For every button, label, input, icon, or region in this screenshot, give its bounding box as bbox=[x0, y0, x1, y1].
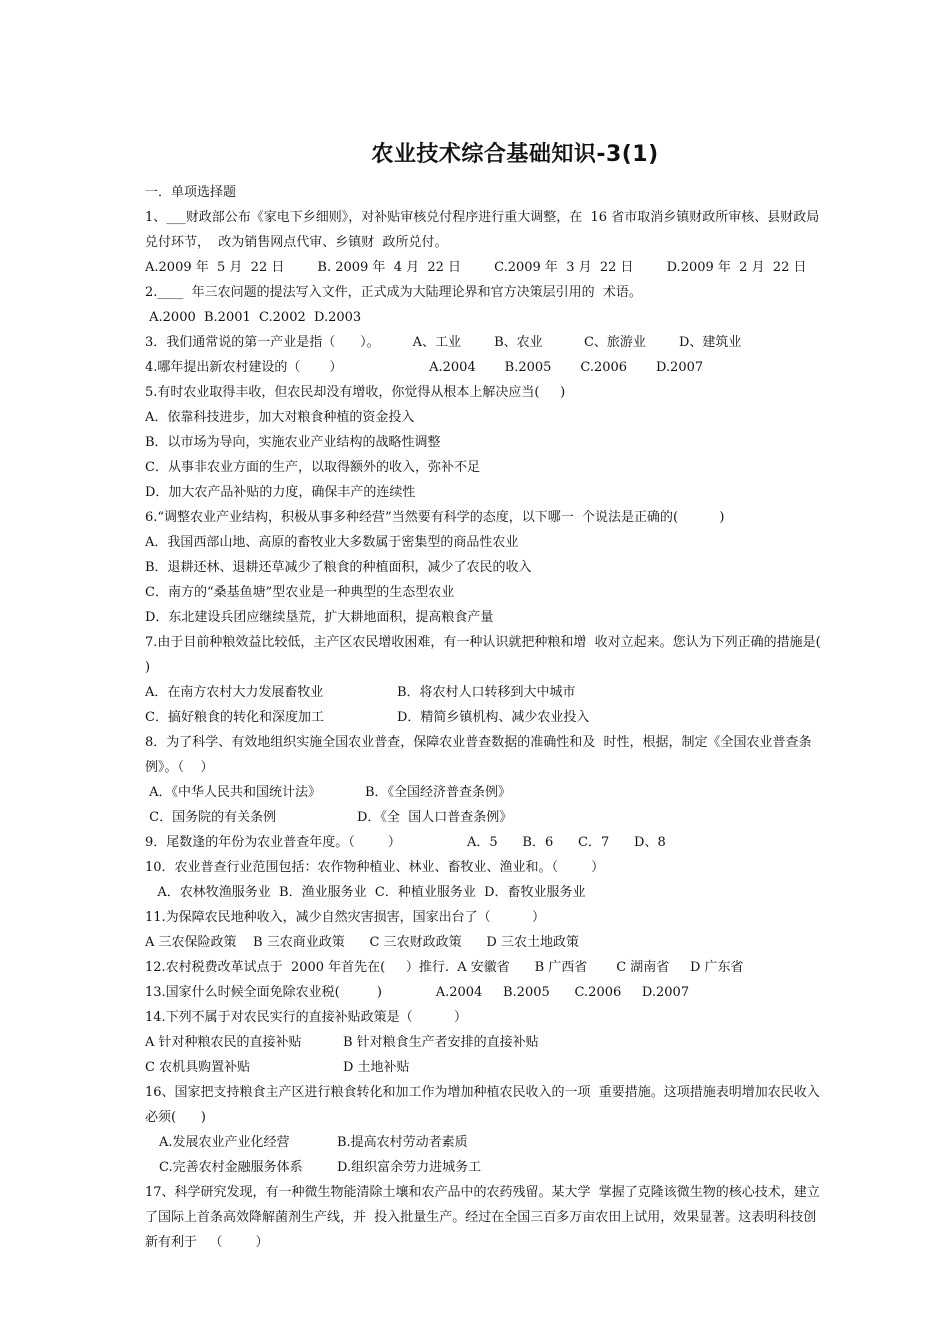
question-16-option-a: A.发展农业产业化经营 bbox=[159, 1135, 290, 1150]
section-heading: 一．单项选择题 bbox=[145, 185, 237, 200]
question-16-option-c: C.完善农村金融服务体系 bbox=[159, 1160, 303, 1175]
question-7-line-1: 7.由于目前种粮效益比较低，主产区农民增收困难，有一种认识就把种粮和增 收对立起来。您认为下列正确的措施是( bbox=[145, 635, 821, 650]
question-16-options-row-2 bbox=[145, 1155, 897, 1180]
question-7-option-c: C．搞好粮食的转化和深度加工 bbox=[145, 710, 324, 725]
question-7-options-row-1 bbox=[145, 680, 897, 705]
page-title: 农业技术综合基础知识-3(1) bbox=[371, 142, 659, 167]
question-8-options-row-1 bbox=[145, 780, 897, 805]
question-1-line-1: 1、___财政部公布《家电下乡细则》，对补贴审核兑付程序进行重大调整，在 16 省市取消乡镇财政所审核、县财政局 bbox=[145, 210, 820, 225]
question-6-option-c: C．南方的“桑基鱼塘”型农业是一种典型的生态型农业 bbox=[145, 585, 455, 600]
question-10-options: A．农林牧渔服务业 B．渔业服务业 C．种植业服务业 D．畜牧业服务业 bbox=[145, 885, 586, 900]
question-5-option-d: D．加大农产品补贴的力度，确保丰产的连续性 bbox=[145, 485, 416, 500]
question-16-line-2: 必须( ) bbox=[145, 1110, 206, 1125]
question-11: 11.为保障农民地种收入，减少自然灾害损害，国家出台了（ ） bbox=[145, 910, 545, 925]
question-10: 10．农业普查行业范围包括：农作物种植业、林业、畜牧业、渔业和。（ ） bbox=[145, 860, 605, 875]
question-13: 13.国家什么时候全面免除农业税( ) A.2004 B.2005 C.2006 D.2007 bbox=[145, 985, 690, 1000]
question-5-option-c: C．从事非农业方面的生产，以取得额外的收入，弥补不足 bbox=[145, 460, 480, 475]
question-8-option-a: A．《中华人民共和国统计法》 bbox=[145, 785, 322, 800]
question-1-options: A.2009 年 5 月 22 日 B. 2009 年 4 月 22 日 C.2009 年 3 月 22 日 D.2009 年 2 月 22 日 bbox=[145, 260, 807, 275]
question-11-options: A 三农保险政策 B 三农商业政策 C 三农财政政策 D 三农土地政策 bbox=[145, 935, 579, 950]
question-16-option-d: D.组织富余劳力进城务工 bbox=[337, 1160, 482, 1175]
question-1-line-2: 兑付环节， 改为销售网点代审、乡镇财 政所兑付。 bbox=[145, 235, 448, 250]
question-8-line-2: 例》。（ ） bbox=[145, 760, 214, 775]
question-3: 3．我们通常说的第一产业是指（ ）。 A、工业 B、农业 C、旅游业 D、建筑业 bbox=[145, 335, 742, 350]
question-6-option-a: A．我国西部山地、高原的畜牧业大多数属于密集型的商品性农业 bbox=[145, 535, 519, 550]
question-17-line-2: 了国际上首条高效降解菌剂生产线，并 投入批量生产。经过在全国三百多万亩农田上试用，效果显著。这表明科技创 bbox=[145, 1210, 817, 1225]
question-6-option-d: D．东北建设兵团应继续垦荒，扩大耕地面积，提高粮食产量 bbox=[145, 610, 494, 625]
question-16-option-b: B.提高农村劳动者素质 bbox=[337, 1135, 468, 1150]
question-7-option-b: B．将农村人口转移到大中城市 bbox=[397, 685, 576, 700]
question-7-line-2: ) bbox=[145, 660, 151, 675]
question-7-option-a: A．在南方农村大力发展畜牧业 bbox=[145, 685, 324, 700]
question-6: 6.“调整农业产业结构，积极从事多种经营”当然要有科学的态度，以下哪一 个说法是正确的( ) bbox=[145, 510, 725, 525]
question-5: 5.有时农业取得丰收，但农民却没有增收，你觉得从根本上解决应当( ) bbox=[145, 385, 566, 400]
question-list bbox=[145, 180, 897, 1255]
question-14: 14.下列不属于对农民实行的直接补贴政策是（ ） bbox=[145, 1010, 467, 1025]
question-14-option-a: A 针对种粮农民的直接补贴 bbox=[145, 1035, 302, 1050]
question-14-option-b: B 针对粮食生产者安排的直接补贴 bbox=[343, 1035, 539, 1050]
question-14-options-row-2 bbox=[145, 1055, 897, 1080]
question-6-option-b: B．退耕还林、退耕还草减少了粮食的种植面积，减少了农民的收入 bbox=[145, 560, 532, 575]
question-7-option-d: D．精简乡镇机构、减少农业投入 bbox=[397, 710, 590, 725]
question-9: 9．尾数逢的年份为农业普查年度。（ ） A．5 B．6 C．7 D、8 bbox=[145, 835, 666, 850]
question-4: 4.哪年提出新农村建设的（ ） A.2004 B.2005 C.2006 D.2007 bbox=[145, 360, 704, 375]
question-14-option-d: D 土地补贴 bbox=[343, 1060, 410, 1075]
question-2: 2.____ 年三农问题的提法写入文件，正式成为大陆理论界和官方决策层引用的 术语。 bbox=[145, 285, 642, 300]
question-7-options-row-2 bbox=[145, 705, 897, 730]
question-12: 12.农村税费改革试点于 2000 年首先在( ）推行. A 安徽省 B 广西省 C 湖南省 D 广东省 bbox=[145, 960, 744, 975]
question-5-option-a: A．依靠科技进步，加大对粮食种植的资金投入 bbox=[145, 410, 415, 425]
question-2-options: A.2000 B.2001 C.2002 D.2003 bbox=[145, 310, 362, 325]
question-16-line-1: 16、国家把支持粮食主产区进行粮食转化和加工作为增加种植农民收入的一项 重要措施。这项措施表明增加农民收入 bbox=[145, 1085, 820, 1100]
question-8-options-row-2 bbox=[145, 805, 897, 830]
question-8-line-1: 8．为了科学、有效地组织实施全国农业普查，保障农业普查数据的准确性和及 时性，根据，制定《全国农业普查条 bbox=[145, 735, 812, 750]
question-14-options-row-1 bbox=[145, 1030, 897, 1055]
question-16-options-row-1 bbox=[145, 1130, 897, 1155]
question-17-line-1: 17、科学研究发现，有一种微生物能清除土壤和农产品中的农药残留。某大学 掌握了克隆该微生物的核心技术，建立 bbox=[145, 1185, 820, 1200]
question-5-option-b: B．以市场为导向，实施农业产业结构的战略性调整 bbox=[145, 435, 441, 450]
question-14-option-c: C 农机具购置补贴 bbox=[145, 1060, 251, 1075]
question-8-option-c: C．国务院的有关条例 bbox=[145, 810, 277, 825]
question-8-option-d: D．《全 国人口普查条例》 bbox=[357, 810, 513, 825]
question-17-line-3: 新有利于 （ ） bbox=[145, 1235, 269, 1250]
question-8-option-b: B．《全国经济普查条例》 bbox=[365, 785, 512, 800]
